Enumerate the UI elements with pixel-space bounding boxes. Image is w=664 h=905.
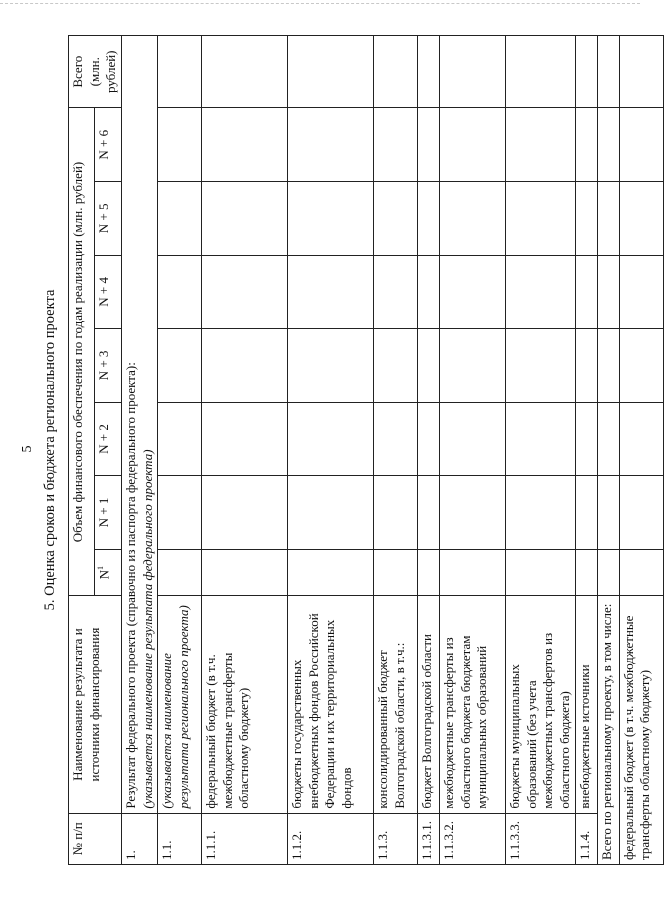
cell-empty (202, 108, 288, 182)
document-sheet (20, 25, 653, 875)
cell-empty (597, 108, 619, 182)
cell-empty (374, 402, 418, 476)
cell-empty (440, 108, 506, 182)
cell-empty (158, 476, 202, 550)
cell-empty (506, 108, 576, 182)
cell-empty (158, 402, 202, 476)
cell-empty (158, 108, 202, 182)
cell-empty (619, 255, 663, 329)
cell-empty (158, 255, 202, 329)
budget-table (68, 35, 664, 865)
row-num: 1.1.1. (202, 813, 288, 864)
cell-empty (202, 402, 288, 476)
cell-empty (418, 36, 440, 108)
cell-empty (619, 549, 663, 596)
cell-empty (202, 255, 288, 329)
summary-row-federal (619, 36, 663, 865)
cell-empty (597, 182, 619, 256)
cell-empty (619, 476, 663, 550)
cell-empty (619, 402, 663, 476)
cell-empty (288, 182, 374, 256)
cell-empty (575, 36, 597, 108)
row-name: консолидированный бюджет Волгоградской области, в т.ч.: (374, 596, 418, 813)
row-name: бюджет Волгоградской области (418, 596, 440, 813)
cell-empty (575, 549, 597, 596)
cell-empty (418, 255, 440, 329)
cell-empty (440, 255, 506, 329)
header-year-n1: N + 1 (95, 476, 122, 550)
cell-empty (288, 108, 374, 182)
cell-empty (575, 182, 597, 256)
cell-empty (506, 402, 576, 476)
row-num: 1.1. (158, 813, 202, 864)
summary-name: Всего по региональному проекту, в том числе: (597, 596, 619, 865)
footnote-mark: 1 (96, 565, 106, 570)
result-text: Результат федерального проекта (справочно из паспорта федерального проекта): (122, 362, 138, 809)
cell-empty (202, 329, 288, 403)
cell-empty (575, 329, 597, 403)
cell-empty (158, 329, 202, 403)
header-num: № п/п (69, 813, 122, 864)
cell-empty (575, 476, 597, 550)
cell-empty (506, 36, 576, 108)
row-num: 1.1.3.1. (418, 813, 440, 864)
header-year-n: $N^1$ (95, 549, 122, 596)
cell-empty (374, 255, 418, 329)
cell-empty (374, 476, 418, 550)
page-number: 5 (20, 445, 35, 453)
cell-empty (288, 549, 374, 596)
header-name: Наименование результата и источники финансирования (69, 596, 122, 813)
row-num: 1.1.4. (575, 813, 597, 864)
table-row (418, 36, 440, 865)
header-total: Всего (млн. рублей) (69, 36, 122, 108)
row-num: 1.1.3.2. (440, 813, 506, 864)
summary-name: федеральный бюджет (в т.ч. межбюджетные трансферты областному бюджету) (619, 596, 663, 865)
cell-empty (597, 476, 619, 550)
cell-empty (597, 402, 619, 476)
cell-empty (158, 182, 202, 256)
row-num: 1.1.2. (288, 813, 374, 864)
cell-empty (506, 329, 576, 403)
table-row (506, 36, 576, 865)
header-year-n2: N + 2 (95, 402, 122, 476)
cell-empty (575, 402, 597, 476)
row-name: (указывается наименование результата регионального проекта) (158, 596, 202, 813)
header-row (69, 36, 95, 865)
cell-empty (440, 402, 506, 476)
header-year-n4: N + 4 (95, 255, 122, 329)
cell-empty (575, 108, 597, 182)
cell-empty (288, 36, 374, 108)
header-year-n5: N + 5 (95, 182, 122, 256)
table-row (158, 36, 202, 865)
cell-empty (158, 549, 202, 596)
cell-empty (418, 108, 440, 182)
row-num: 1.1.3.3. (506, 813, 576, 864)
cell-empty (619, 182, 663, 256)
row-num: 1.1.3. (374, 813, 418, 864)
cell-empty (506, 182, 576, 256)
cell-empty (288, 476, 374, 550)
cell-empty (619, 36, 663, 108)
result-text-cell (121, 36, 157, 814)
result-row (121, 36, 157, 865)
cell-empty (418, 402, 440, 476)
cell-empty (619, 108, 663, 182)
row-name: бюджеты муниципальных образований (без учета межбюджетных трансфертов из областного бюджета) (506, 596, 576, 813)
table-row (202, 36, 288, 865)
cell-empty (374, 329, 418, 403)
cell-empty (597, 255, 619, 329)
cell-empty (440, 36, 506, 108)
cell-empty (418, 329, 440, 403)
cell-empty (202, 36, 288, 108)
table-row (575, 36, 597, 865)
cell-empty (374, 549, 418, 596)
cell-empty (158, 36, 202, 108)
cell-empty (506, 549, 576, 596)
cell-empty (288, 402, 374, 476)
table-row (440, 36, 506, 865)
cell-empty (374, 182, 418, 256)
cell-empty (418, 549, 440, 596)
result-num: 1. (121, 813, 157, 864)
cell-empty (202, 549, 288, 596)
cell-empty (202, 182, 288, 256)
cell-empty (202, 476, 288, 550)
table-row (288, 36, 374, 865)
cell-empty (440, 549, 506, 596)
cell-empty (440, 182, 506, 256)
cell-empty (374, 108, 418, 182)
cell-empty (374, 36, 418, 108)
row-name: бюджеты государственных внебюджетных фондов Российской Федерации и их территориальных фондов (288, 596, 374, 813)
header-year-n3: N + 3 (95, 329, 122, 403)
cell-empty (506, 476, 576, 550)
cell-empty (440, 476, 506, 550)
summary-row-total (597, 36, 619, 865)
cell-empty (418, 182, 440, 256)
result-italic-text: (указывается наименование результата федерального проекта) (139, 449, 155, 809)
cell-empty (440, 329, 506, 403)
section-title: 5. Оценка сроков и бюджета регионального проекта (42, 289, 58, 611)
cell-empty (288, 255, 374, 329)
row-name: внебюджетные источники (575, 596, 597, 813)
row-name: межбюджетные трансферты из областного бюджета бюджетам муниципальных образований (440, 596, 506, 813)
cell-empty (575, 255, 597, 329)
table-row (374, 36, 418, 865)
header-funding: Объем финансового обеспечения по годам реализации (млн. рублей) (69, 108, 95, 596)
cell-empty (597, 36, 619, 108)
cell-empty (418, 476, 440, 550)
cell-empty (597, 329, 619, 403)
header-year-n6: N + 6 (95, 108, 122, 182)
cell-empty (597, 549, 619, 596)
scan-edge (0, 3, 640, 5)
cell-empty (506, 255, 576, 329)
row-name: федеральный бюджет (в т.ч. межбюджетные трансферты областному бюджету) (202, 596, 288, 813)
cell-empty (619, 329, 663, 403)
cell-empty (288, 329, 374, 403)
